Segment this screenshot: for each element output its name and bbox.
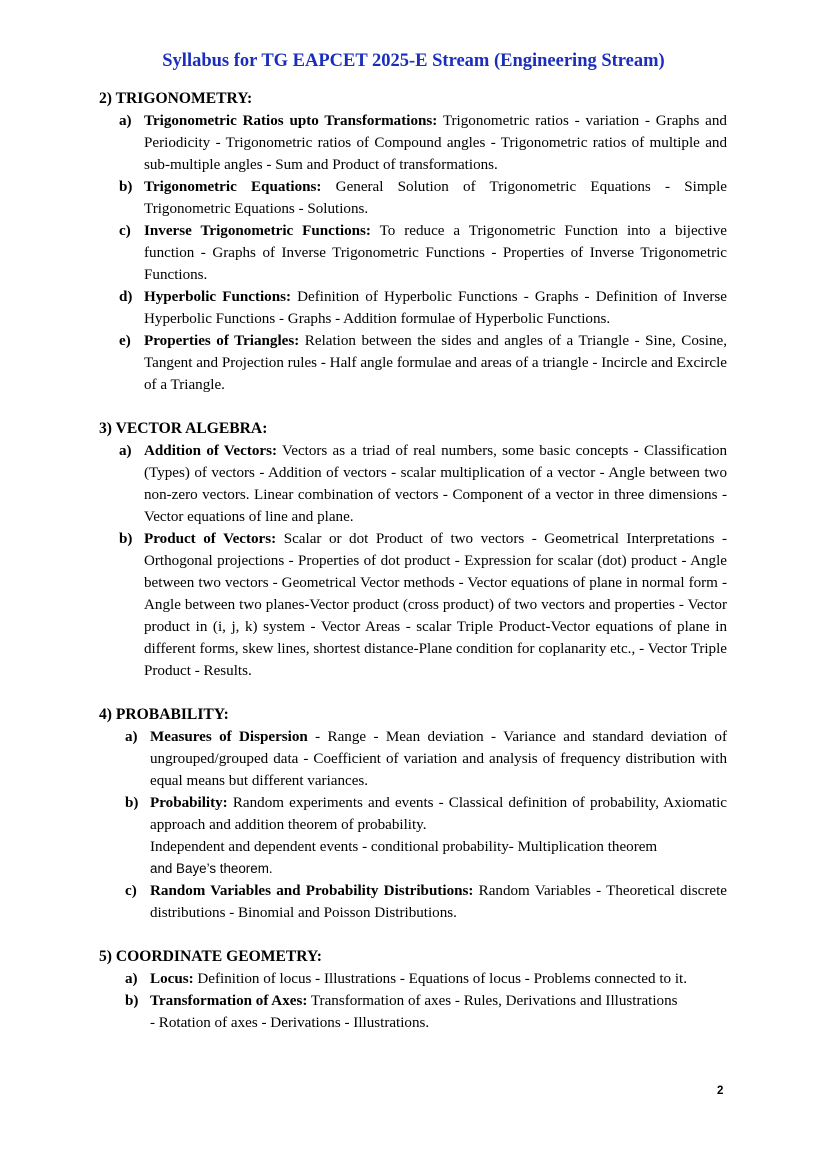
item-term: Addition of Vectors: xyxy=(144,443,277,459)
item-term: Locus: xyxy=(150,971,194,987)
section-coordinate-geometry xyxy=(99,946,739,1034)
item-label: e) xyxy=(119,333,131,349)
item-text: Scalar or dot Product of two vectors - Geometrical Interpretations - Orthogonal projections - Properties of dot product - Expression for scalar (dot) product - Angle between two vectors - Geometrical Vector methods - Vector equations of plane in normal form - Angle between two planes-Vector product (cross product) of two vectors and properties - Vector product in (i, j, k) system - Vector Areas - scalar Triple Product-Vector equations of plane in different forms, skew lines, shortest distance-Plane condition for coplanarity etc., - Vector Triple Product - Results. xyxy=(144,531,728,679)
list-item xyxy=(99,330,727,396)
item-text: - Range - Mean deviation - Variance and standard deviation of ungrouped/grouped data - Coefficient of variation and analysis of frequency distribution with equal means but different variances. xyxy=(150,729,727,789)
item-label: c) xyxy=(119,223,131,239)
item-label: c) xyxy=(125,883,137,899)
item-label: b) xyxy=(125,795,139,811)
item-term: Trigonometric Equations: xyxy=(144,179,322,195)
section-heading: 5) COORDINATE GEOMETRY: xyxy=(99,948,322,965)
item-label: a) xyxy=(119,443,132,459)
section-heading: 3) VECTOR ALGEBRA: xyxy=(99,420,268,437)
item-term: Probability: xyxy=(150,795,228,811)
item-term: Transformation of Axes: xyxy=(150,993,308,1009)
item-text: Definition of Hyperbolic Functions - Graphs - Definition of Inverse Hyperbolic Functions - Graphs - Addition formulae of Hyperbolic Functions. xyxy=(144,289,727,327)
section-heading: 2) TRIGONOMETRY: xyxy=(99,90,253,107)
item-label: b) xyxy=(125,993,139,1009)
list-item xyxy=(99,176,727,220)
item-text: Relation between the sides and angles of a Triangle - Sine, Cosine, Tangent and Projection rules - Half angle formulae and areas of a triangle - Incircle and Excircle of a Triangle. xyxy=(144,333,727,393)
list-item xyxy=(99,726,727,792)
list-item xyxy=(99,528,727,682)
item-extra-text: - Rotation of axes - Derivations - Illustrations. xyxy=(150,1015,430,1031)
item-term: Trigonometric Ratios upto Transformations: xyxy=(144,113,438,129)
item-term: Measures of Dispersion xyxy=(150,729,308,745)
document-title: Syllabus for TG EAPCET 2025-E Stream (Engineering Stream) xyxy=(162,51,665,71)
item-label: b) xyxy=(119,179,133,195)
item-term: Product of Vectors: xyxy=(144,531,277,547)
item-label: a) xyxy=(125,971,138,987)
syllabus-content xyxy=(99,88,739,1056)
list-item xyxy=(99,792,727,880)
list-item xyxy=(99,110,727,176)
item-term: Hyperbolic Functions: xyxy=(144,289,292,305)
list-item xyxy=(99,880,727,924)
item-label: a) xyxy=(125,729,138,745)
item-extra-text: and Baye’s theorem. xyxy=(150,861,273,876)
item-extra-text: Independent and dependent events - conditional probability- Multiplication theorem xyxy=(150,839,658,855)
item-term: Properties of Triangles: xyxy=(144,333,300,349)
item-text: Transformation of axes - Rules, Derivations and Illustrations xyxy=(307,993,678,1009)
page-number: 2 xyxy=(717,1085,724,1097)
section-probability xyxy=(99,704,739,924)
item-text: General Solution of Trigonometric Equations - Simple Trigonometric Equations - Solutions. xyxy=(144,179,727,217)
item-text: To reduce a Trigonometric Function into a bijective function - Graphs of Inverse Trigonometric Functions - Properties of Inverse Trigonometric Functions. xyxy=(144,223,727,283)
section-vector-algebra xyxy=(99,418,739,682)
list-item xyxy=(99,286,727,330)
list-item xyxy=(99,990,739,1034)
item-text: Definition of locus - Illustrations - Equations of locus - Problems connected to it. xyxy=(193,971,688,987)
section-heading: 4) PROBABILITY: xyxy=(99,706,229,723)
section-trigonometry xyxy=(99,88,739,396)
item-label: d) xyxy=(119,289,133,305)
item-text: Trigonometric ratios - variation - Graphs and Periodicity - Trigonometric ratios of Compound angles - Trigonometric ratios of multiple and sub-multiple angles - Sum and Product of transformations. xyxy=(144,113,727,173)
item-label: b) xyxy=(119,531,133,547)
item-text: Vectors as a triad of real numbers, some basic concepts - Classification (Types) of vectors - Addition of vectors - scalar multiplication of a vector - Angle between two non-zero vectors. Linear combination of vectors - Component of a vector in three dimensions - Vector equations of line and plane. xyxy=(144,443,727,525)
item-text: Random Variables - Theoretical discrete distributions - Binomial and Poisson Distributions. xyxy=(150,883,727,921)
item-term: Random Variables and Probability Distributions: xyxy=(150,883,474,899)
list-item xyxy=(99,220,727,286)
item-term: Inverse Trigonometric Functions: xyxy=(144,223,371,239)
list-item xyxy=(99,968,739,990)
item-text: Random experiments and events - Classical definition of probability, Axiomatic approach and addition theorem of probability. xyxy=(150,795,727,833)
list-item xyxy=(99,440,727,528)
item-label: a) xyxy=(119,113,132,129)
